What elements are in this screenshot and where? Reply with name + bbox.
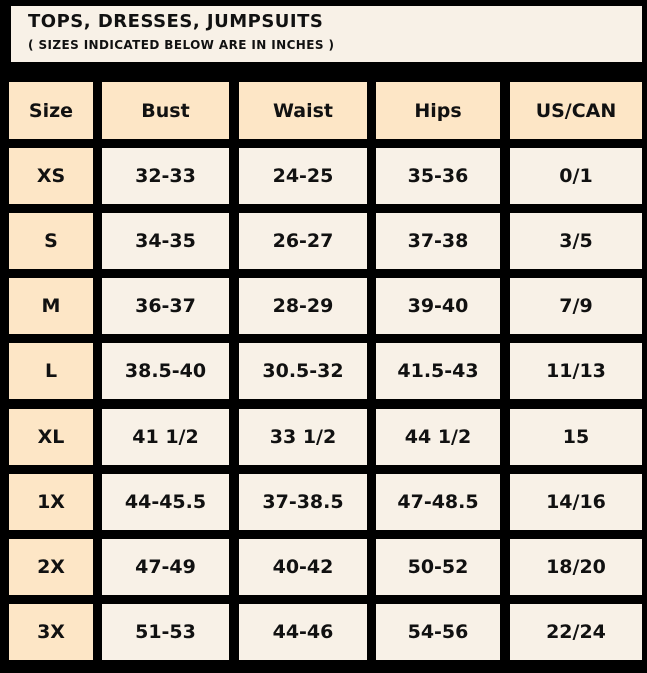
cell-size: L: [9, 343, 93, 399]
cell-waist: 26-27: [239, 213, 367, 269]
cell-us-can: 0/1: [510, 148, 642, 204]
chart-title-box: [11, 6, 642, 62]
header-waist: Waist: [239, 82, 367, 139]
header-us-can: US/CAN: [510, 82, 642, 139]
cell-us-can: 7/9: [510, 278, 642, 334]
cell-bust: 34-35: [102, 213, 229, 269]
cell-hips: 41.5-43: [376, 343, 500, 399]
cell-size: 3X: [9, 604, 93, 660]
cell-bust: 44-45.5: [102, 474, 229, 530]
cell-hips: 54-56: [376, 604, 500, 660]
cell-us-can: 22/24: [510, 604, 642, 660]
cell-bust: 47-49: [102, 539, 229, 595]
cell-size: XS: [9, 148, 93, 204]
cell-size: XL: [9, 409, 93, 465]
cell-bust: 36-37: [102, 278, 229, 334]
cell-bust: 51-53: [102, 604, 229, 660]
cell-us-can: 15: [510, 409, 642, 465]
cell-waist: 30.5-32: [239, 343, 367, 399]
cell-waist: 40-42: [239, 539, 367, 595]
cell-bust: 38.5-40: [102, 343, 229, 399]
cell-us-can: 11/13: [510, 343, 642, 399]
cell-size: 2X: [9, 539, 93, 595]
cell-hips: 37-38: [376, 213, 500, 269]
cell-size: S: [9, 213, 93, 269]
cell-hips: 47-48.5: [376, 474, 500, 530]
cell-us-can: 14/16: [510, 474, 642, 530]
cell-waist: 28-29: [239, 278, 367, 334]
chart-subtitle: ( SIZES INDICATED BELOW ARE IN INCHES ): [28, 38, 335, 52]
cell-hips: 44 1/2: [376, 409, 500, 465]
chart-title: TOPS, DRESSES, JUMPSUITS: [28, 11, 324, 32]
cell-waist: 37-38.5: [239, 474, 367, 530]
cell-waist: 33 1/2: [239, 409, 367, 465]
cell-waist: 24-25: [239, 148, 367, 204]
cell-us-can: 3/5: [510, 213, 642, 269]
cell-hips: 35-36: [376, 148, 500, 204]
header-bust: Bust: [102, 82, 229, 139]
cell-size: 1X: [9, 474, 93, 530]
header-size: Size: [9, 82, 93, 139]
header-hips: Hips: [376, 82, 500, 139]
cell-hips: 50-52: [376, 539, 500, 595]
cell-us-can: 18/20: [510, 539, 642, 595]
cell-bust: 41 1/2: [102, 409, 229, 465]
cell-waist: 44-46: [239, 604, 367, 660]
cell-bust: 32-33: [102, 148, 229, 204]
cell-size: M: [9, 278, 93, 334]
cell-hips: 39-40: [376, 278, 500, 334]
